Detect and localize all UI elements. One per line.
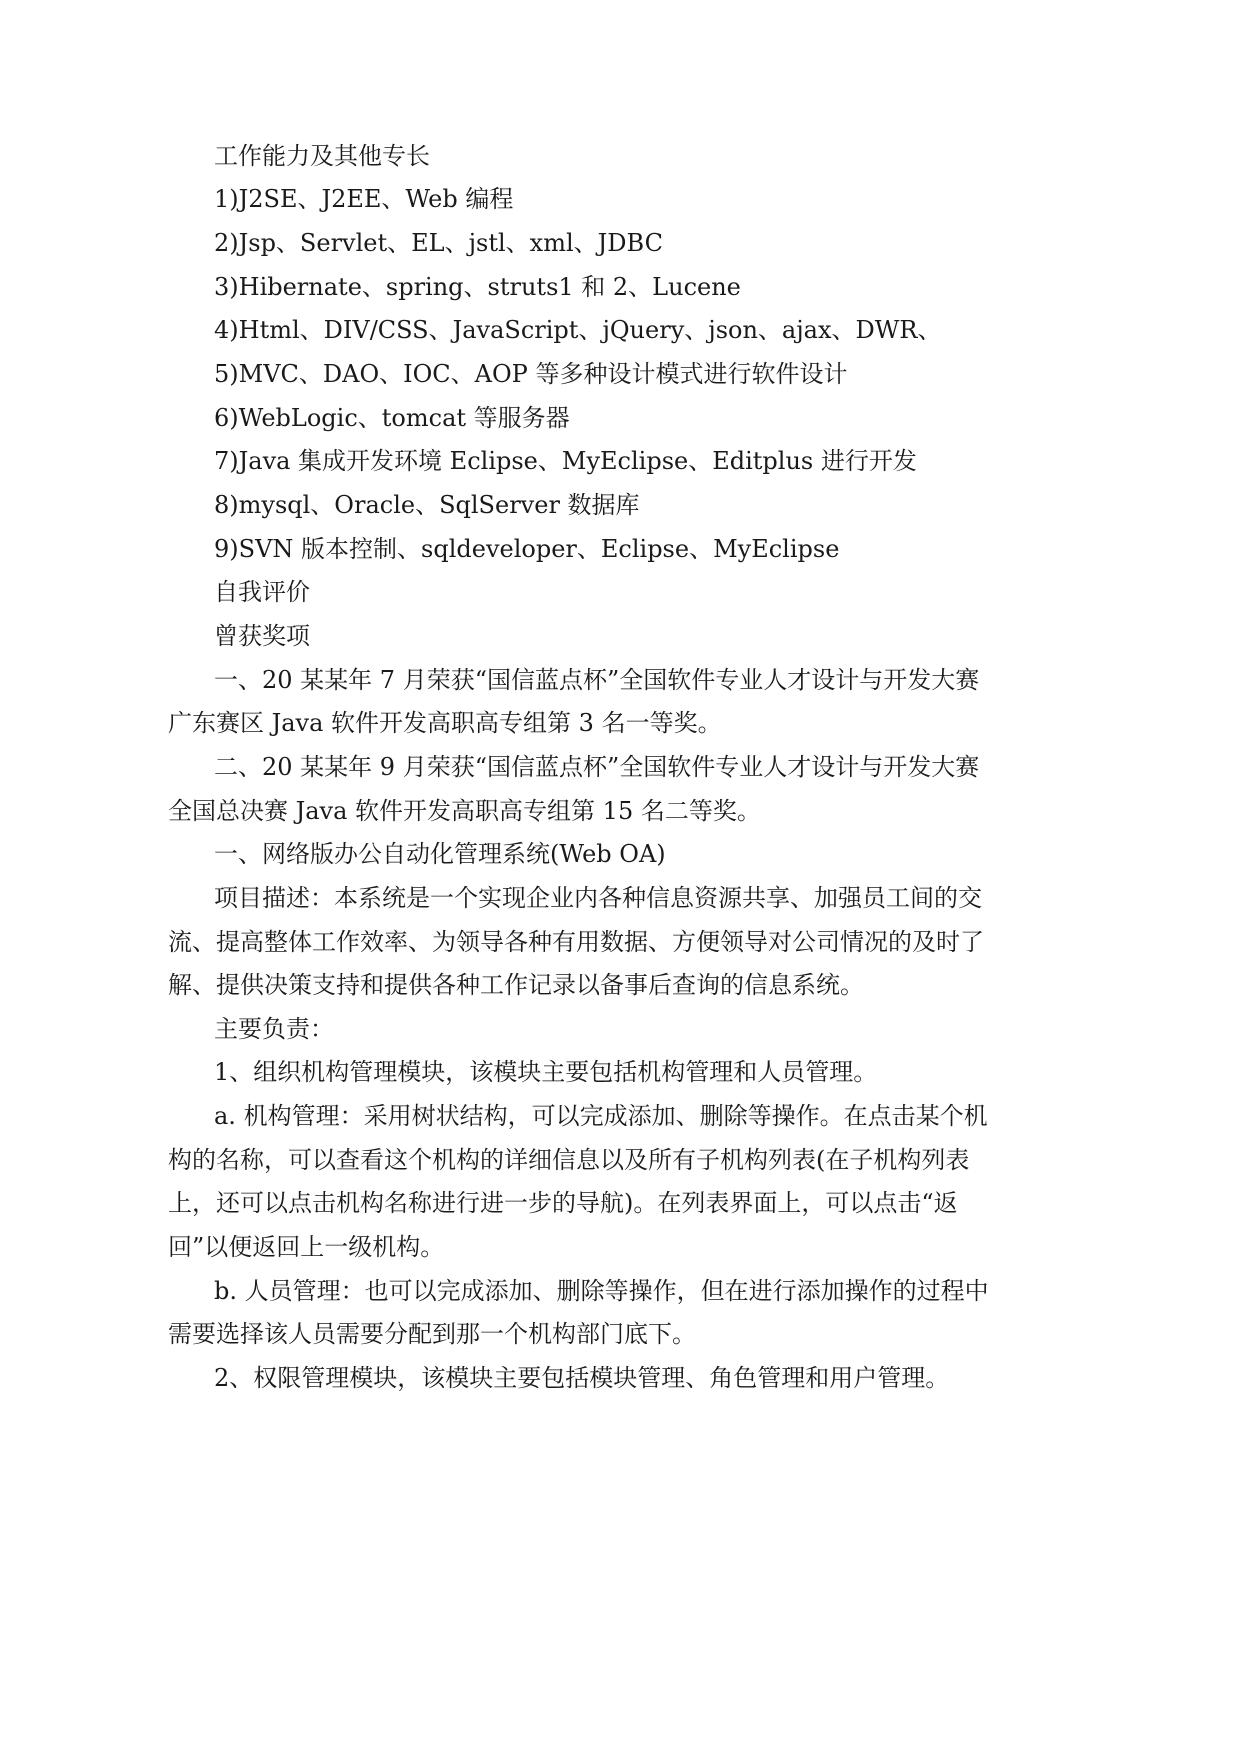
org-management-line: a. 机构管理：采用树状结构，可以完成添加、删除等操作。在点击某个机	[214, 1102, 988, 1130]
org-management-line: 回”以便返回上一级机构。	[168, 1233, 445, 1261]
skill-item: 8)mysql、Oracle、SqlServer 数据库	[214, 491, 640, 519]
skill-item: 4)Html、DIV/CSS、JavaScript、jQuery、json、ajax、DWR、	[214, 316, 942, 344]
section-heading: 工作能力及其他专长	[214, 142, 430, 170]
skill-item: 2)Jsp、Servlet、EL、jstl、xml、JDBC	[214, 229, 663, 257]
org-management-line: 上，还可以点击机构名称进行进一步的导航)。在列表界面上，可以点击“返	[168, 1189, 958, 1217]
award-line: 二、20 某某年 9 月荣获“国信蓝点杯”全国软件专业人才设计与开发大赛	[214, 753, 980, 781]
project-description-line: 项目描述：本系统是一个实现企业内各种信息资源共享、加强员工间的交	[214, 884, 982, 912]
project-description-line: 流、提高整体工作效率、为领导各种有用数据、方便领导对公司情况的及时了	[168, 928, 984, 956]
awards-heading: 曾获奖项	[214, 622, 310, 650]
award-line: 一、20 某某年 7 月荣获“国信蓝点杯”全国软件专业人才设计与开发大赛	[214, 666, 980, 694]
skill-item: 9)SVN 版本控制、sqldeveloper、Eclipse、MyEclipse	[214, 535, 840, 563]
award-line: 广东赛区 Java 软件开发高职高专组第 3 名一等奖。	[168, 709, 722, 737]
award-line: 全国总决赛 Java 软件开发高职高专组第 15 名二等奖。	[168, 797, 761, 825]
skill-item: 1)J2SE、J2EE、Web 编程	[214, 185, 514, 213]
org-management-line: 构的名称，可以查看这个机构的详细信息以及所有子机构列表(在子机构列表	[168, 1146, 970, 1174]
self-evaluation-heading: 自我评价	[214, 578, 310, 606]
responsibility-item: 1、组织机构管理模块，该模块主要包括机构管理和人员管理。	[214, 1058, 878, 1086]
responsibility-item: 2、权限管理模块，该模块主要包括模块管理、角色管理和用户管理。	[214, 1364, 950, 1392]
project-description-line: 解、提供决策支持和提供各种工作记录以备事后查询的信息系统。	[168, 971, 864, 999]
skill-item: 7)Java 集成开发环境 Eclipse、MyEclipse、Editplus 进行开发	[214, 447, 917, 475]
skill-item: 6)WebLogic、tomcat 等服务器	[214, 404, 570, 432]
skill-item: 5)MVC、DAO、IOC、AOP 等多种设计模式进行软件设计	[214, 360, 848, 388]
responsibilities-heading: 主要负责：	[214, 1015, 334, 1043]
project-title: 一、网络版办公自动化管理系统(Web OA)	[214, 840, 666, 868]
staff-management-line: 需要选择该人员需要分配到那一个机构部门底下。	[168, 1320, 696, 1348]
staff-management-line: b. 人员管理：也可以完成添加、删除等操作，但在进行添加操作的过程中	[214, 1277, 989, 1305]
skill-item: 3)Hibernate、spring、struts1 和 2、Lucene	[214, 273, 741, 301]
